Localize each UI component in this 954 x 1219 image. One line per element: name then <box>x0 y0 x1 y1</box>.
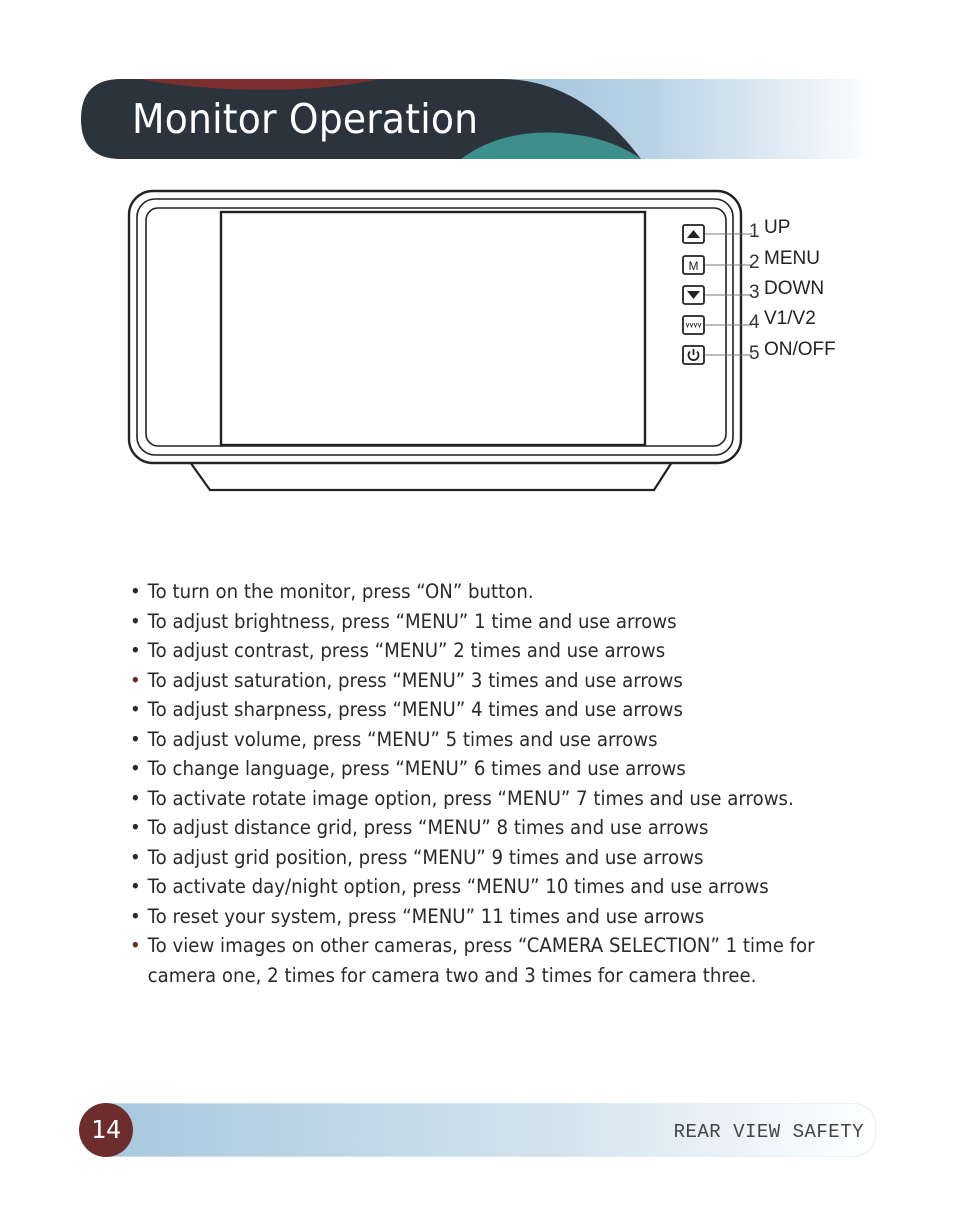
bullet: • <box>130 727 141 751</box>
page-title: Monitor Operation <box>132 95 479 143</box>
bullet: • <box>130 904 141 928</box>
callout-number-5: 5 <box>749 343 760 364</box>
down-button[interactable] <box>682 285 706 305</box>
callout-number-2: 2 <box>749 252 760 273</box>
bullet: • <box>130 580 141 603</box>
callout-number-1: 1 <box>749 221 760 242</box>
bullet: • <box>130 609 141 633</box>
bullet: • <box>130 875 141 898</box>
callout-number-3: 3 <box>749 282 760 303</box>
v1v2-button[interactable] <box>682 315 706 335</box>
callout-number-4: 4 <box>749 312 760 333</box>
list-item: • To adjust contrast, press “MENU” 2 times and use arrows <box>130 636 781 666</box>
callout-label-v1v2: V1/V2 <box>764 308 816 329</box>
page-header <box>81 79 878 159</box>
list-item: • To adjust saturation, press “MENU” 3 times and use arrows <box>130 666 781 696</box>
callout-label-on-off: ON/OFF <box>764 339 836 360</box>
bullet: • <box>130 668 141 692</box>
up-button[interactable] <box>682 224 706 244</box>
bullet: • <box>130 816 141 839</box>
bullet: • <box>130 786 141 810</box>
list-item: • To activate rotate image option, press “MENU” 7 times and use arrows. <box>130 784 781 814</box>
list-item: • To change language, press “MENU” 6 times and use arrows <box>130 754 781 784</box>
list-item: • To adjust sharpness, press “MENU” 4 times and use arrows <box>130 695 781 725</box>
footer-brand: REAR VIEW SAFETY <box>673 1121 864 1143</box>
bullet: • <box>130 845 141 869</box>
list-item: • To adjust brightness, press “MENU” 1 time and use arrows <box>130 607 781 637</box>
list-item: • To adjust grid position, press “MENU” 9 times and use arrows <box>130 843 781 873</box>
monitor-diagram <box>126 188 856 494</box>
bullet: • <box>130 934 141 957</box>
bullet: • <box>130 757 141 780</box>
screen-area <box>221 212 645 445</box>
list-item: • To activate day/night option, press “MENU” 10 times and use arrows <box>130 872 781 902</box>
page-footer <box>79 1103 876 1157</box>
list-item: • To adjust distance grid, press “MENU” 8 times and use arrows <box>130 813 781 843</box>
menu-m-icon: M <box>688 259 699 273</box>
power-button[interactable] <box>682 345 706 365</box>
monitor-illustration <box>126 188 856 494</box>
instruction-list <box>130 577 830 990</box>
page-number: 14 <box>90 1115 122 1144</box>
list-item: • To turn on the monitor, press “ON” button. <box>130 577 781 607</box>
list-item: • To adjust volume, press “MENU” 5 times and use arrows <box>130 725 781 755</box>
menu-button[interactable] <box>682 255 706 275</box>
list-item: • To reset your system, press “MENU” 11 times and use arrows <box>130 902 781 932</box>
bullet: • <box>130 639 141 662</box>
list-item: • To view images on other cameras, press “CAMERA SELECTION” 1 time for camera one, 2 times for camera two and 3 times for camera three. <box>130 931 817 990</box>
callout-label-up: UP <box>764 217 791 238</box>
callout-label-menu: MENU <box>764 248 820 269</box>
bullet: • <box>130 698 141 721</box>
callout-label-down: DOWN <box>764 278 825 299</box>
